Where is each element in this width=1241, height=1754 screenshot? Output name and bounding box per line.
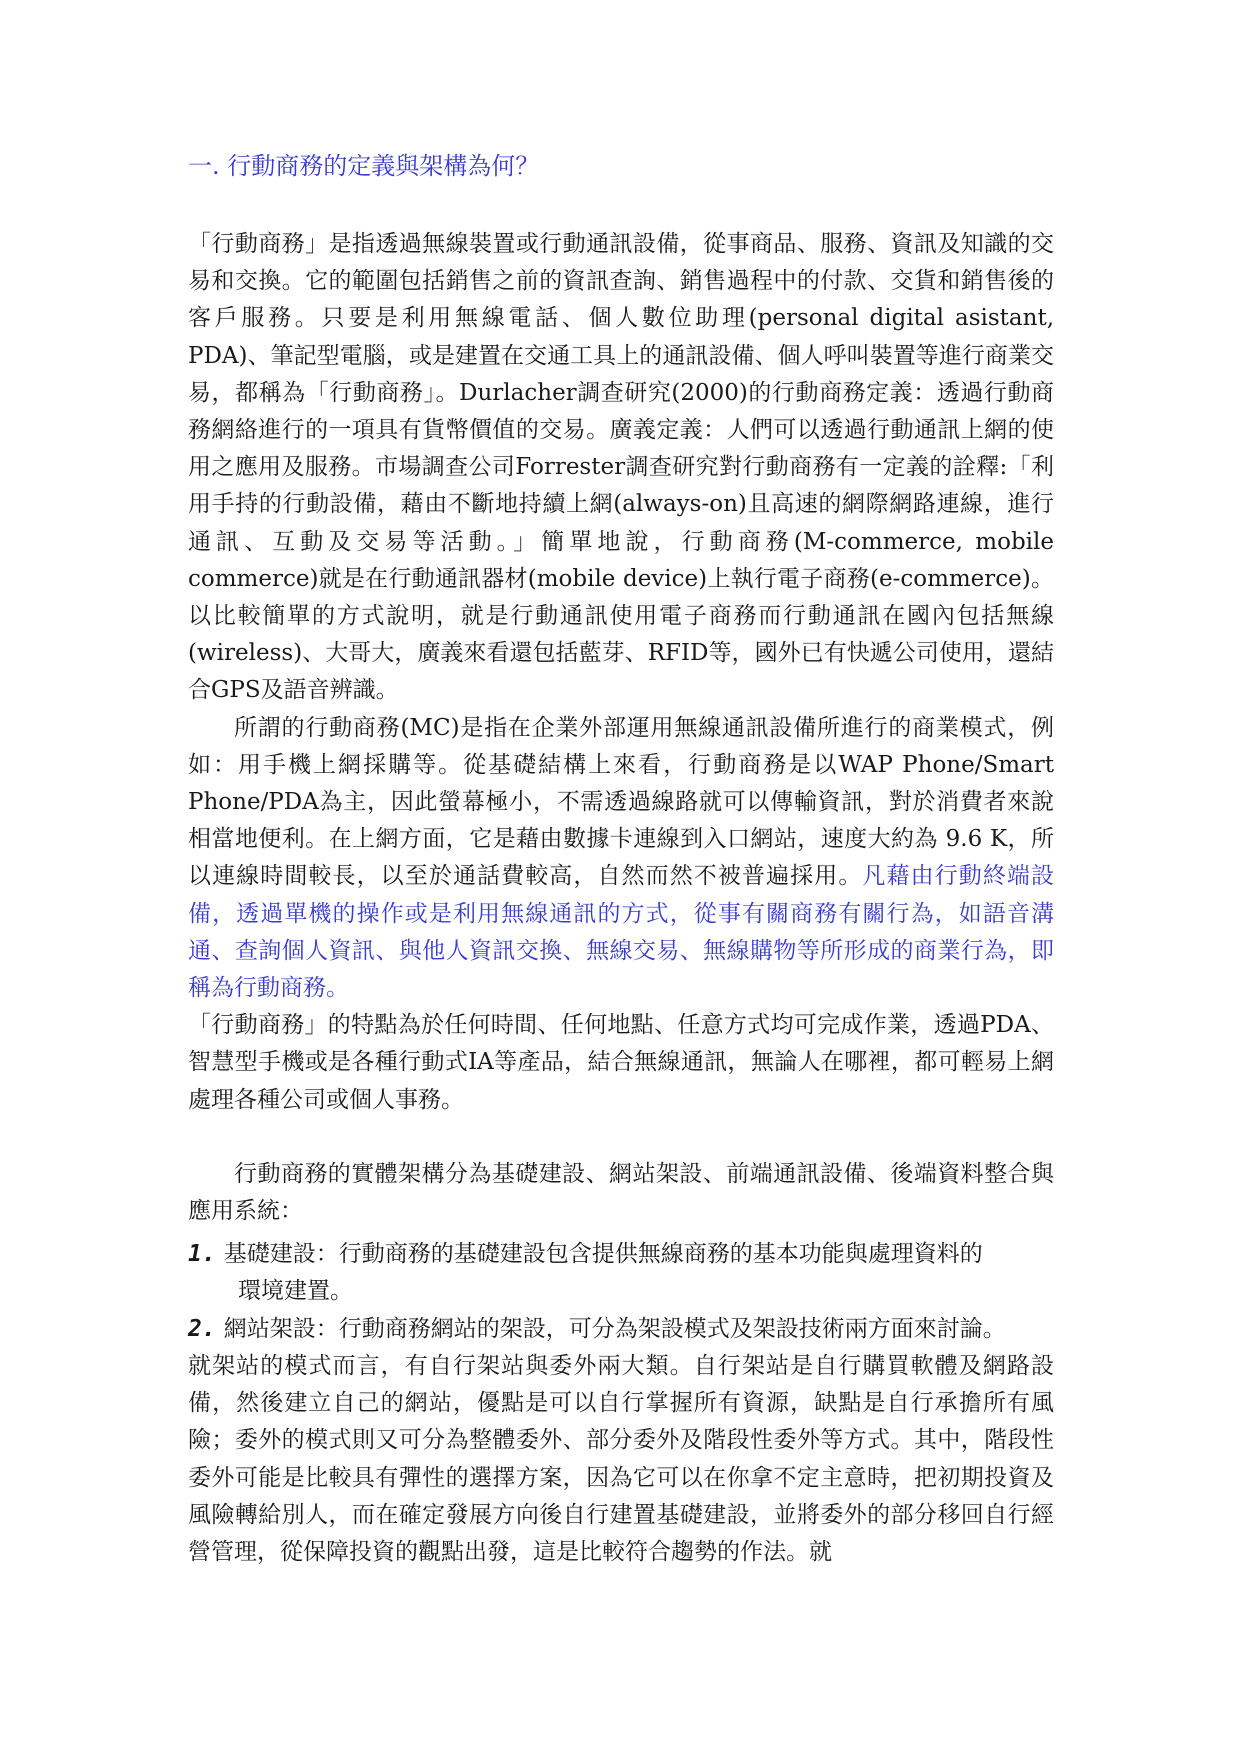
paragraph-mc-text: 所謂的行動商務(MC)是指在企業外部運用無線通訊設備所進行的商業模式，例如：用手機上網採購等。從基礎結構上來看，行動商務是以WAP Phone/Smart Phone/PDA為主，因此螢幕極小，不需透過線路就可以傳輸資訊，對於消費者來說相當地便利。在上網方面，它是藉由數據卡連線到入口網站，速度大約為 9.6 K，所以連線時間較長，以至於通話費較高，自然而然不被普遍採用。	[188, 714, 1054, 890]
paragraph-mc-highlight: 凡藉由行動終端設備，透過單機的操作或是利用無線通訊的方式，從事有關商務有關行為，如語音溝通、查詢個人資訊、與他人資訊交換、無線交易、無線購物等所形成的商業行為，即稱為行動商務。	[188, 863, 1055, 1002]
paragraph-mc-description	[188, 710, 1054, 1008]
paragraph-definition: 「行動商務」是指透過無線裝置或行動通訊設備，從事商品、服務、資訊及知識的交易和交換。它的範圍包括銷售之前的資訊查詢、銷售過程中的付款、交貨和銷售後的客戶服務。只要是利用無線電話、個人數位助理(personal digital asistant, PDA)、筆記型電腦，或是建置在交通工具上的通訊設備、個人呼叫裝置等進行商業交易，都稱為「行動商務」。Durlacher調查研究(2000)的行動商務定義：透過行動商務網絡進行的一項具有貨幣價值的交易。廣義定義：人們可以透過行動通訊上網的使用之應用及服務。市場調查公司Forrester調查研究對行動商務有一定義的詮釋:「利用手持的行動設備，藉由不斷地持續上網(always-on)且高速的網際網路連線，進行通訊、互動及交易等活動。」簡單地說，行動商務(M-commerce, mobile commerce)就是在行動通訊器材(mobile device)上執行電子商務(e-commerce)。以比較簡單的方式說明，就是行動通訊使用電子商務而行動通訊在國內包括無線(wireless)、大哥大，廣義來看還包括藍芽、RFID等，國外已有快遞公司使用，還結合GPS及語音辨識。	[188, 231, 1054, 704]
list-item-infrastructure	[188, 1236, 1054, 1273]
list-item-text: 網站架設：行動商務網站的架設，可分為架設模式及架設技術兩方面來討論。	[223, 1315, 1006, 1342]
list-item-text: 基礎建設：行動商務的基礎建設包含提供無線商務的基本功能與處理資料的	[223, 1241, 983, 1268]
list-item-continuation: 環境建置。	[238, 1278, 353, 1305]
paragraph-architecture: 行動商務的實體架構分為基礎建設、網站架設、前端通訊設備、後端資料整合與應用系統：	[188, 1160, 1054, 1225]
list-number: 2.	[188, 1315, 216, 1342]
paragraph-gap	[188, 1119, 1054, 1156]
list-item-website-body: 就架站的模式而言，有自行架站與委外兩大類。自行架站是自行購買軟體及網路設備，然後建立自己的網站，優點是可以自行掌握所有資源，缺點是自行承擔所有風險；委外的模式則又可分為整體委外、部分委外及階段性委外等方式。其中，階段性委外可能是比較具有彈性的選擇方案，因為它可以在你拿不定主意時，把初期投資及風險轉給別人，而在確定發展方向後自行建置基礎建設，並將委外的部分移回自行經營管理，從保障投資的觀點出發，這是比較符合趨勢的作法。就	[188, 1352, 1054, 1565]
list-number: 1.	[188, 1241, 216, 1268]
list-item-website	[188, 1311, 1054, 1348]
section-heading: 一. 行動商務的定義與架構為何？	[188, 152, 540, 180]
document-page	[188, 148, 1054, 1571]
paragraph-features: 「行動商務」的特點為於任何時間、任何地點、任意方式均可完成作業，透過PDA、智慧型手機或是各種行動式IA等產品，結合無線通訊，無論人在哪裡，都可輕易上網處理各種公司或個人事務。	[188, 1012, 1054, 1113]
architecture-list	[188, 1236, 1054, 1571]
